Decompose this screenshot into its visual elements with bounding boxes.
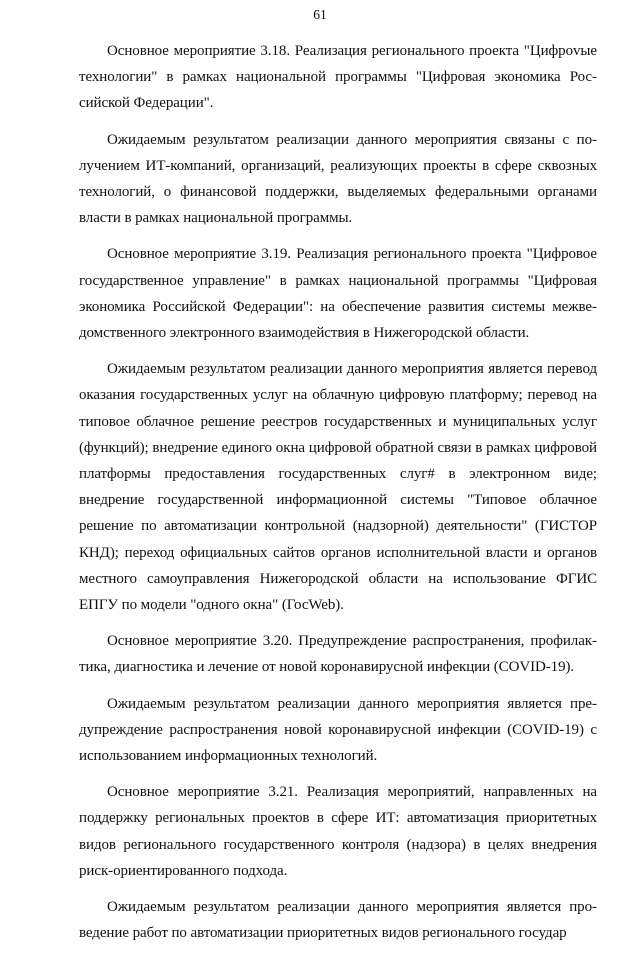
- page-number: 61: [313, 7, 327, 22]
- paragraph-result-3-18: Ожидаемым результатом реализации данного мероприятия связаны с получением ИТ-компаний, организаций, реализующих проекты в сфере сквозных технологий, о финансовой поддержки, выделяемых федеральными органами власти в рамках национальной программы.: [79, 131, 597, 227]
- document-body: [79, 38, 597, 957]
- paragraph-measure-3-19: Основное мероприятие 3.19. Реализация регионального проекта "Цифровое государственное управление" в рамках национальной программы "Цифровая экономика Российской Федерации": на обеспечение развития системы межведомственного электронного взаимодействия в Нижегородской области.: [79, 246, 597, 342]
- paragraph-measure-3-20: Основное мероприятие 3.20. Предупреждение распространения, профилактика, диагностика и лечение от новой коронавирусной инфекции (COVID-19).: [79, 633, 597, 676]
- paragraph-result-3-21: Ожидаемым результатом реализации данного мероприятия является проведение работ по автоматизации приоритетных видов регионального государ: [79, 899, 597, 942]
- paragraph-measure-3-21: Основное мероприятие 3.21. Реализация мероприятий, направленных на поддержку региональных проектов в сфере ИТ: автоматизация приоритетных видов регионального государственного контроля (надзора) в целях внедрения риск-ориентированного подхода.: [79, 784, 597, 879]
- paragraph-measure-3-18: Основное мероприятие 3.18. Реализация регионального проекта "Цифроvые технологии" в рамках национальной программы "Цифровая экономика Российской Федерации".: [79, 43, 597, 112]
- paragraph-result-3-19: Ожидаемым результатом реализации данного мероприятия является перевод оказания государственных услуг на облачную цифровую платформу; перевод на типовое облачное решение реестров государственных и муниципальных услуг (функций); внедрение единого окна цифровой обратной связи в рамках цифровой платформы предоставления государственных слуг# в электронном виде; внедрение государственной информационной системы "Типовое облачное решение по автоматизации контрольной (надзорной) деятельности" (ГИСТОР КНД); переход официальных сайтов органов исполнительной власти и органов местного самоуправления Нижегородской области на использование ФГИС ЕПГУ по модели "одного окна" (ГосWeb).: [79, 361, 597, 614]
- paragraph-result-3-20: Ожидаемым результатом реализации данного мероприятия является предупреждение распространения новой коронавирусной инфекции (COVID-19) с использованием информационных технологий.: [79, 695, 597, 765]
